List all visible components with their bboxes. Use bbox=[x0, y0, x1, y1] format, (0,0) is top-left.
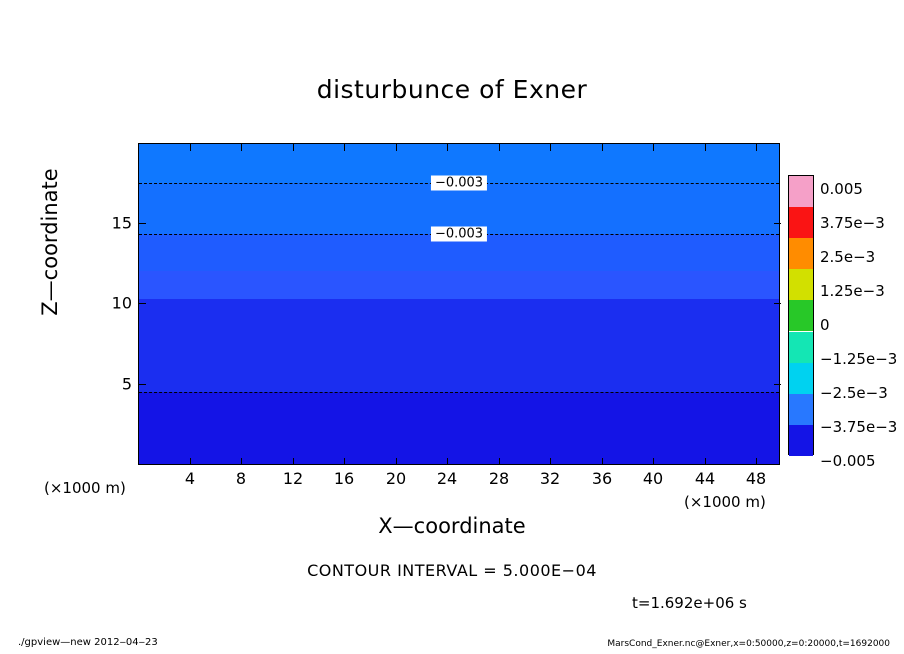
colorbar-cell bbox=[789, 269, 813, 300]
y-tick bbox=[774, 303, 781, 304]
x-tick-label: 8 bbox=[235, 469, 247, 488]
colorbar-cell bbox=[789, 300, 813, 331]
x-tick bbox=[550, 458, 551, 465]
x-tick bbox=[705, 458, 706, 465]
y-tick-label: 15 bbox=[111, 213, 132, 233]
x-tick bbox=[344, 458, 345, 465]
colorbar-cell bbox=[789, 425, 813, 456]
x-tick bbox=[293, 144, 294, 151]
x-tick bbox=[190, 458, 191, 465]
colorbar-cell bbox=[789, 363, 813, 394]
x-tick-label: 12 bbox=[282, 469, 304, 488]
x-axis-title: X—coordinate bbox=[378, 514, 526, 538]
time-label: t=1.692e+06 s bbox=[632, 594, 747, 612]
field-band bbox=[139, 299, 779, 392]
y-tick bbox=[774, 223, 781, 224]
colorbar-tick-label: 1.25e−3 bbox=[820, 282, 885, 300]
colorbar-cell bbox=[789, 332, 813, 363]
colorbar-cell bbox=[789, 207, 813, 238]
x-tick-label: 36 bbox=[591, 469, 613, 488]
y-axis-unit: (×1000 m) bbox=[44, 479, 126, 497]
x-tick bbox=[499, 144, 500, 151]
contour-interval-label: CONTOUR INTERVAL = 5.000E−04 bbox=[307, 561, 597, 580]
x-tick bbox=[241, 458, 242, 465]
x-tick bbox=[190, 144, 191, 151]
colorbar-cell bbox=[789, 238, 813, 269]
x-tick bbox=[396, 144, 397, 151]
footer-right-text: MarsCond_Exner.nc@Exner,x=0:50000,z=0:20000,t=1692000 bbox=[607, 639, 890, 649]
page-title: disturbunce of Exner bbox=[316, 75, 588, 104]
y-axis-title: Z—coordinate bbox=[38, 168, 62, 316]
x-tick bbox=[293, 458, 294, 465]
colorbar-tick-label: −0.005 bbox=[820, 452, 876, 470]
field-band bbox=[139, 271, 779, 299]
y-tick bbox=[774, 384, 781, 385]
x-tick-label: 32 bbox=[539, 469, 561, 488]
y-tick bbox=[139, 303, 146, 304]
colorbar-tick-label: 0.005 bbox=[820, 180, 863, 198]
x-axis-unit: (×1000 m) bbox=[684, 493, 766, 511]
colorbar-tick-label: −1.25e−3 bbox=[820, 350, 898, 368]
colorbar-tick-label: −2.5e−3 bbox=[820, 384, 888, 402]
contour-label-upper: −0.003 bbox=[431, 176, 487, 191]
x-tick-label: 24 bbox=[436, 469, 458, 488]
colorbar-cell bbox=[789, 394, 813, 425]
x-tick bbox=[447, 458, 448, 465]
x-tick-label: 44 bbox=[694, 469, 716, 488]
colorbar-cell bbox=[789, 176, 813, 207]
x-tick bbox=[241, 144, 242, 151]
x-tick bbox=[756, 458, 757, 465]
field-band bbox=[139, 392, 779, 465]
footer-left-text: ./gpview—new 2012‒04‒23 bbox=[18, 637, 158, 648]
x-tick-label: 20 bbox=[385, 469, 407, 488]
x-tick bbox=[756, 144, 757, 151]
contour-line bbox=[139, 392, 779, 393]
plot-area bbox=[138, 143, 780, 465]
x-tick bbox=[396, 458, 397, 465]
x-tick bbox=[344, 144, 345, 151]
y-tick-label: 5 bbox=[121, 374, 132, 394]
x-tick bbox=[550, 144, 551, 151]
x-tick-label: 28 bbox=[488, 469, 510, 488]
x-tick bbox=[447, 144, 448, 151]
y-tick bbox=[139, 223, 146, 224]
x-tick-label: 48 bbox=[745, 469, 767, 488]
colorbar-tick-label: −3.75e−3 bbox=[820, 418, 898, 436]
x-tick-label: 40 bbox=[642, 469, 664, 488]
x-tick bbox=[653, 458, 654, 465]
x-tick bbox=[705, 144, 706, 151]
y-tick bbox=[139, 384, 146, 385]
y-tick-label: 10 bbox=[111, 293, 132, 313]
colorbar-tick-label: 3.75e−3 bbox=[820, 214, 885, 232]
x-tick-label: 4 bbox=[184, 469, 196, 488]
colorbar bbox=[788, 175, 814, 455]
x-tick-label: 16 bbox=[333, 469, 355, 488]
x-tick bbox=[653, 144, 654, 151]
x-tick bbox=[602, 144, 603, 151]
colorbar-tick-label: 0 bbox=[820, 316, 830, 334]
contour-label-lower: −0.003 bbox=[431, 227, 487, 242]
colorbar-tick-label: 2.5e−3 bbox=[820, 248, 876, 266]
x-tick bbox=[499, 458, 500, 465]
x-tick bbox=[602, 458, 603, 465]
